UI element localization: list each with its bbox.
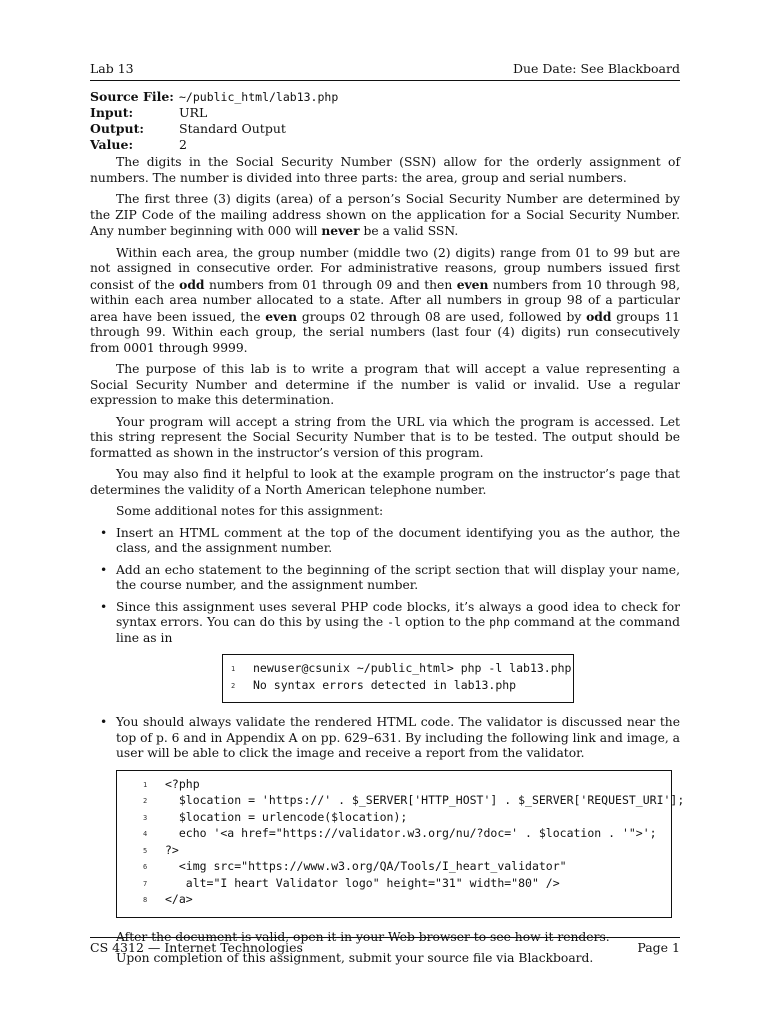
text-run: Within each area, the group number (middle two (2) digits) range from 01 to 99 but are not assigned in consecutive order. For administrative reasons, group numbers issued first consist of the: [90, 245, 680, 292]
paragraph: [90, 362, 680, 409]
intro-paragraphs: [90, 155, 680, 520]
code-text: <img src="https://www.w3.org/QA/Tools/I_heart_validator": [165, 859, 567, 873]
code-text: $location = urlencode($location);: [165, 809, 408, 824]
text-run: Your program will accept a string from the URL via which the program is accessed. Let this string represent the Social Security Number that is to be tested. The output should be formatted as shown in the instructor’s version of this program.: [90, 414, 680, 460]
code-text: </a>: [165, 892, 193, 906]
line-number: 2: [143, 797, 148, 805]
meta-key: Output:: [90, 121, 144, 136]
meta-value: 2: [179, 137, 187, 152]
text-run: You may also find it helpful to look at the example program on the instructor’s page that determines the validity of a North American telephone number.: [90, 467, 680, 497]
code-line: [231, 678, 565, 695]
note-text: [116, 563, 680, 593]
code-text: newuser@csunix ~/public_html> php -l lab13.php: [253, 661, 572, 675]
code-line: [143, 876, 663, 893]
code-inline: -l: [387, 615, 402, 629]
meta-key: Source File:: [90, 89, 174, 104]
line-number: 2: [231, 681, 236, 690]
bullet-icon: •: [100, 525, 108, 540]
code-line: [143, 793, 685, 810]
note-item: [90, 526, 680, 557]
meta-value: URL: [179, 105, 208, 120]
code-text: ?>: [165, 842, 179, 857]
paragraph: [90, 246, 680, 357]
code-line: [143, 810, 663, 827]
line-number: 3: [143, 813, 148, 822]
meta-key: Value:: [90, 137, 134, 152]
text-run: groups 11 through 99. Within each group, the serial numbers (last four (4) digits) run consecutively from 0001 through 9999.: [90, 309, 680, 355]
meta-value: Standard Output: [179, 121, 286, 136]
code-inline: php: [489, 615, 510, 629]
text-run: Insert an HTML comment at the top of the document identifying you as the author, the class, and the assignment number.: [116, 525, 680, 555]
note-text: [116, 526, 680, 556]
text-run: The purpose of this lab is to write a program that will accept a value representing a Social Security Number and determine if the number is valid or invalid. Use a regular expression to make this determination.: [90, 362, 680, 407]
note-text: [116, 715, 680, 760]
header-right: Due Date: See Blackboard: [512, 61, 680, 76]
note-text: [116, 600, 680, 645]
code-line: [143, 777, 663, 794]
text-run: numbers from 01 through 09 and then: [204, 277, 457, 292]
line-number: 7: [143, 879, 148, 888]
emphasis-text: odd: [179, 276, 205, 292]
assignment-meta: [90, 89, 338, 153]
meta-row: [90, 121, 338, 137]
text-run: groups 02 through 08 are used, followed by: [297, 309, 587, 324]
code-line: [143, 859, 663, 876]
text-run: You should always validate the rendered HTML code. The validator is discussed near the top of p. 6 and in Appendix A on pp. 629–631. By including the following link and image, a user will be able to click the image and receive a report from the validator.: [116, 715, 680, 760]
closing-paragraph: After the document is valid, open it in your Web browser to see how it renders.: [116, 929, 610, 944]
bullet-icon: •: [100, 715, 108, 729]
paragraph: [90, 504, 680, 520]
meta-row: [90, 137, 338, 153]
text-run: option to the: [401, 615, 490, 629]
code-line: [143, 843, 663, 860]
text-run: Some additional notes for this assignment:: [116, 504, 384, 518]
footer-rule: [90, 937, 680, 938]
document-body: [90, 155, 685, 973]
code-text: echo '<a href="https://validator.w3.org/nu/?doc=' . $location . '">';: [165, 826, 657, 840]
code-line: [143, 892, 663, 909]
text-run: command at the command line as in: [116, 615, 681, 645]
meta-row: [90, 89, 338, 105]
notes-list: [90, 525, 685, 918]
code-text: alt="I heart Validator logo" height="31" width="80" />: [165, 875, 560, 890]
validator-code-block: [116, 770, 685, 918]
text-run: Since this assignment uses several PHP code blocks, it’s always a good idea to check for syntax errors. You can do this by using the: [116, 599, 680, 629]
paragraph: [90, 467, 680, 498]
paragraph: [90, 192, 680, 240]
line-number: 6: [143, 863, 148, 871]
meta-key: Input:: [90, 105, 134, 120]
code-text: <?php: [165, 776, 200, 791]
text-run: The digits in the Social Security Number (SSN) allow for the orderly assignment of numbers. The number is divided into three parts: the area, group and serial numbers.: [90, 155, 680, 185]
code-text: No syntax errors detected in lab13.php: [253, 677, 517, 692]
text-run: Add an echo statement to the beginning of the script section that will display your name, the course number, and the assignment number.: [116, 562, 680, 592]
bullet-icon: •: [100, 599, 108, 614]
code-line: [231, 661, 572, 678]
code-line: [143, 826, 663, 843]
note-item: [90, 715, 680, 762]
meta-row: [90, 105, 338, 121]
line-number: 5: [143, 846, 148, 855]
emphasis-text: even: [456, 276, 489, 292]
line-number: 8: [143, 896, 148, 904]
text-run: The first three (3) digits (area) of a person’s Social Security Number are determined by the ZIP Code of the mailing address shown on the application for a Social Security Number. Any number beginning with 000 will: [90, 192, 680, 238]
text-run: numbers from 10 through 98, within each area number allocated to a state. After all numbers in group 98 of a particular area have been issued, the: [90, 277, 681, 324]
note-item: [90, 563, 680, 594]
emphasis-text: odd: [586, 308, 612, 324]
line-number: 4: [143, 830, 148, 838]
footer-left: CS 4312 — Internet Technologies: [90, 940, 303, 955]
document-page: [90, 0, 685, 1024]
paragraph: [90, 415, 680, 462]
line-number: 1: [231, 665, 236, 673]
emphasis-text: even: [265, 308, 298, 324]
paragraph: [90, 155, 680, 186]
header-left: Lab 13: [90, 61, 134, 76]
closing-paragraph: Upon completion of this assignment, submit your source file via Blackboard.: [116, 951, 594, 965]
header-rule: [90, 80, 680, 81]
footer-right: Page 1: [637, 940, 680, 955]
code-text: $location = 'https://' . $_SERVER['HTTP_HOST'] . $_SERVER['REQUEST_URI'];: [165, 793, 685, 807]
note-item: [90, 600, 680, 647]
text-run: be a valid SSN.: [359, 224, 459, 238]
emphasis-text: never: [321, 223, 360, 238]
meta-value: ~/public_html/lab13.php: [179, 90, 339, 104]
bullet-icon: •: [100, 562, 108, 577]
line-number: 1: [143, 780, 148, 789]
syntax-check-code-block: [222, 654, 574, 703]
